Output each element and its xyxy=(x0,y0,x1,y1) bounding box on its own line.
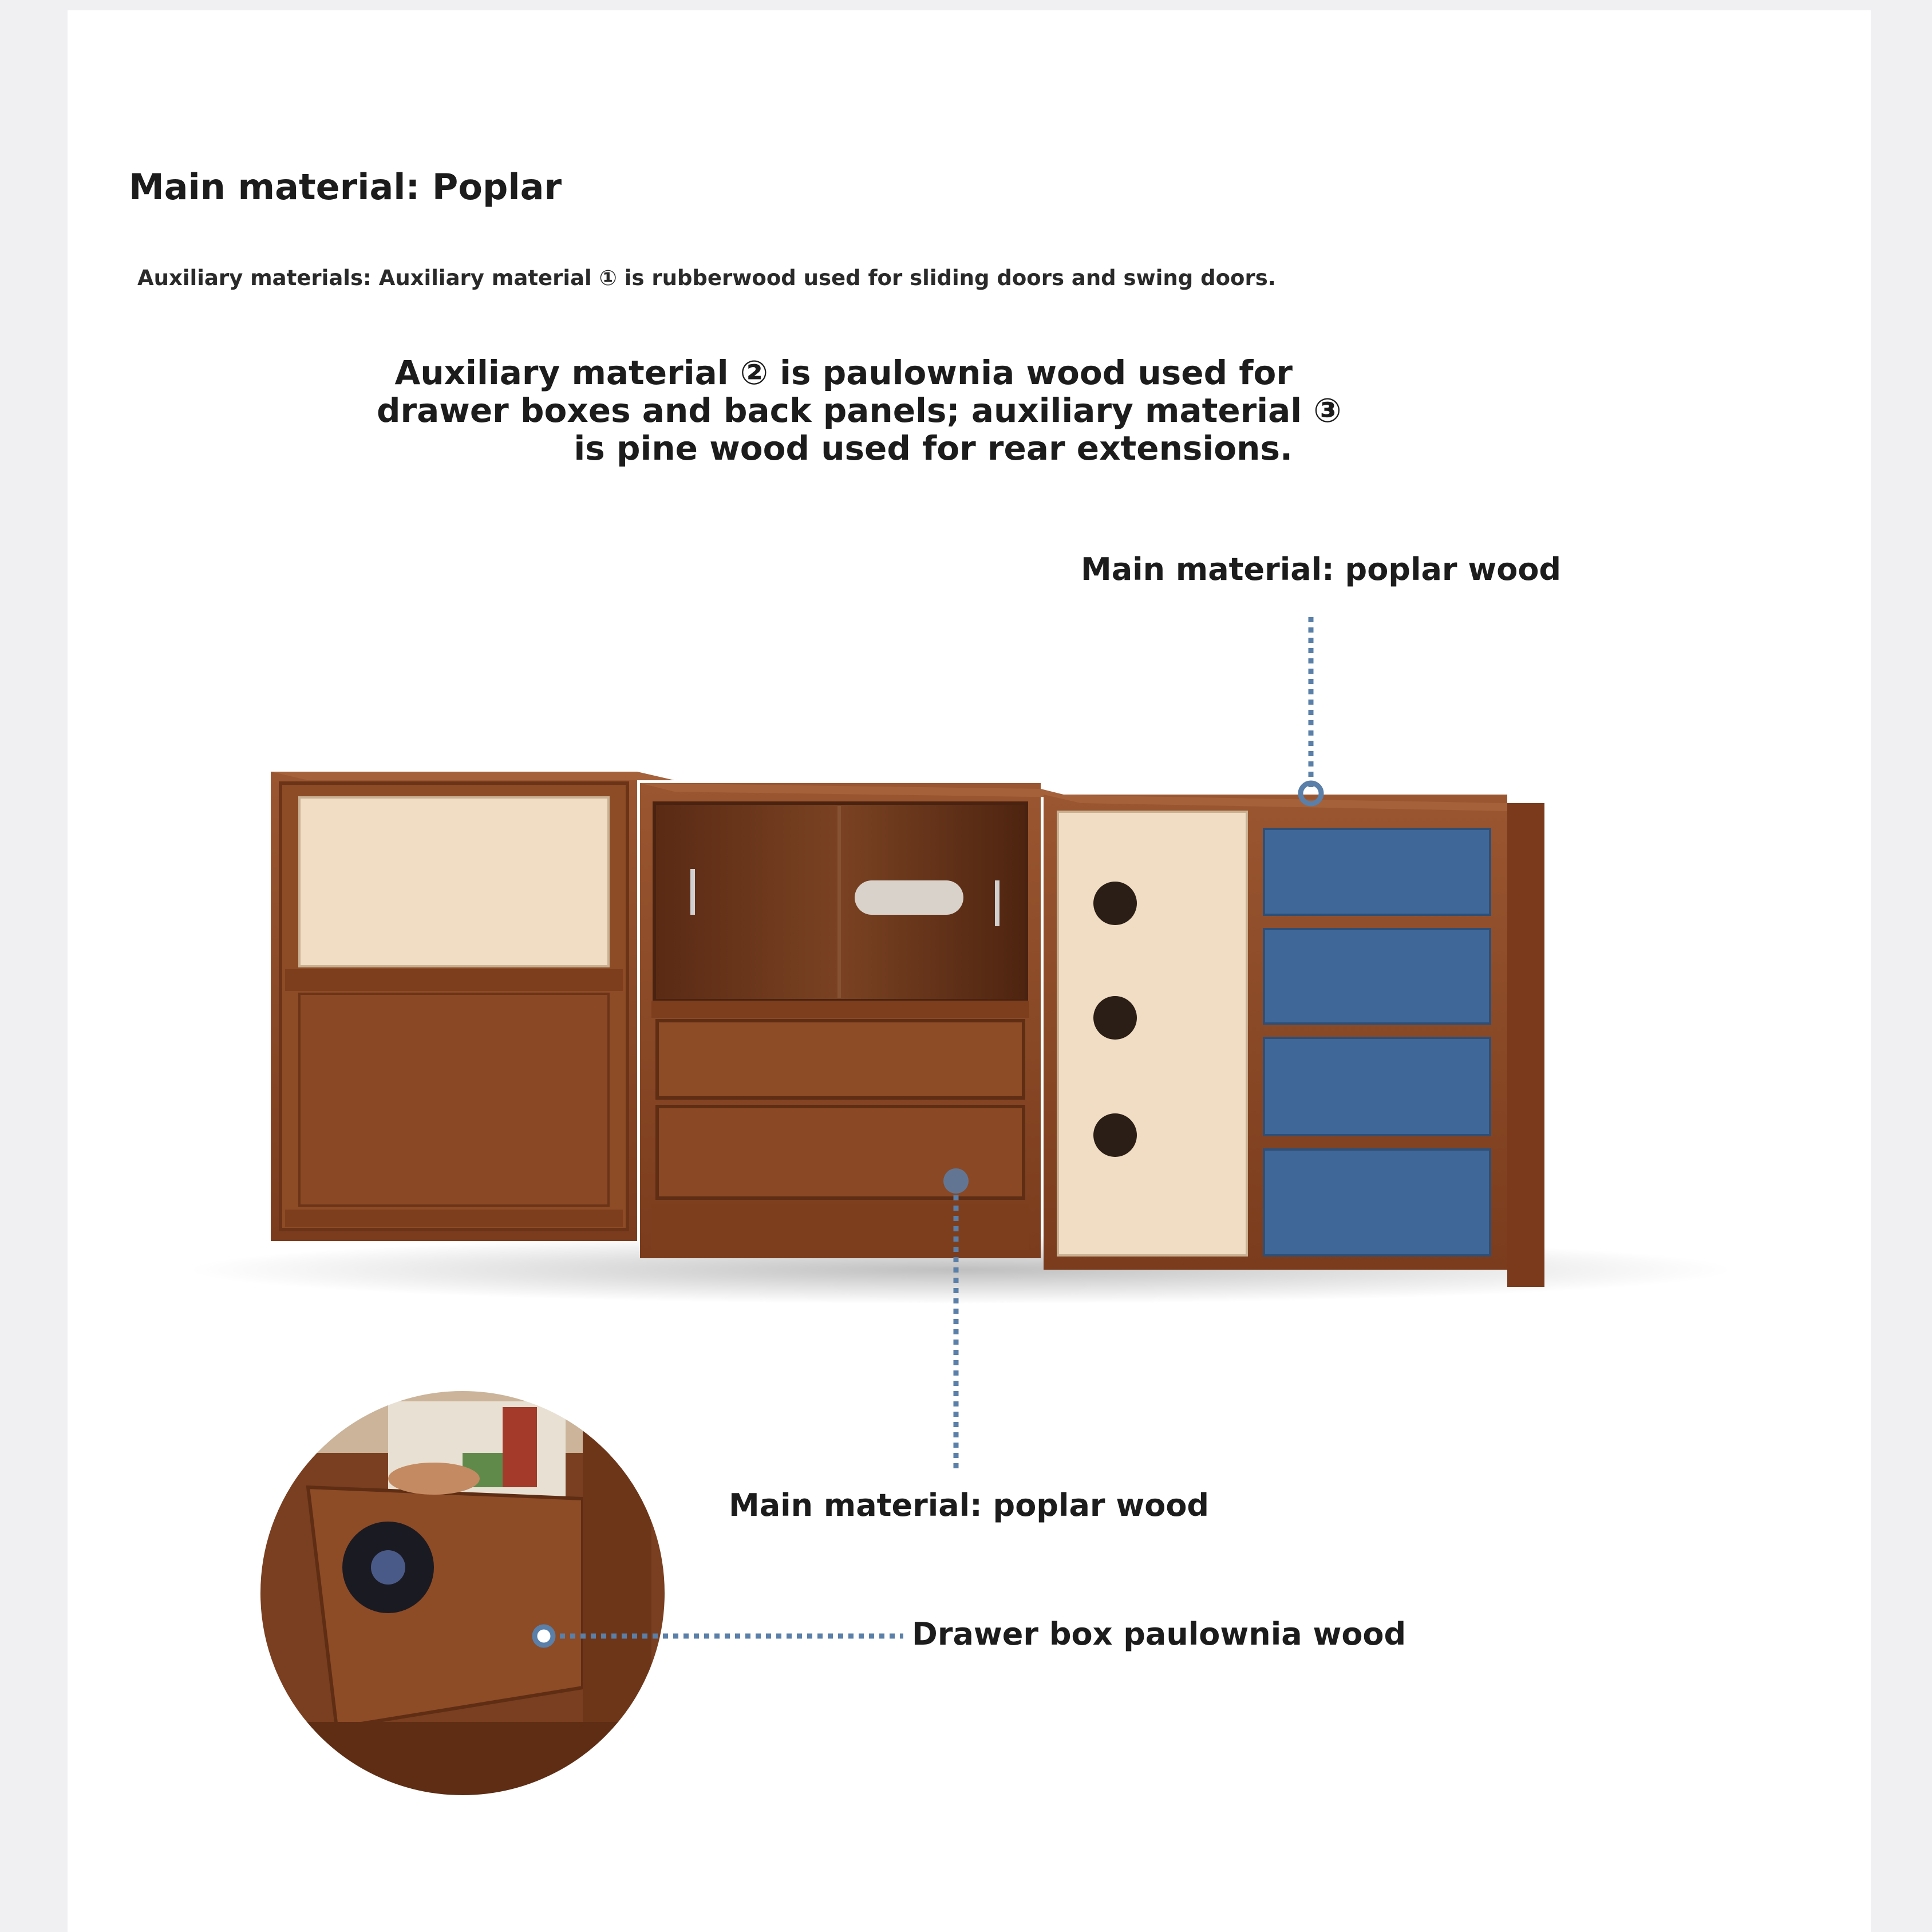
blue-drawer-1 xyxy=(1264,829,1490,915)
auxiliary-materials-text: Auxiliary materials: Auxiliary material ① is rubberwood used for sliding doors and swing doors. xyxy=(137,266,1276,290)
inset-drawer-open xyxy=(308,1487,583,1728)
product-detail-page xyxy=(68,10,1871,1932)
callout-label-middle: Main material: poplar wood xyxy=(729,1487,1210,1523)
inset-book-red xyxy=(503,1407,537,1487)
callout-label-top: Main material: poplar wood xyxy=(1081,551,1562,587)
blue-drawer-4 xyxy=(1264,1149,1490,1255)
left-cabinet xyxy=(271,772,674,1241)
middle-bottom-rail xyxy=(651,1204,1029,1250)
right-cabinet xyxy=(1044,795,1544,1287)
callout-dot-middle xyxy=(943,1168,969,1194)
callout-dot-drawer xyxy=(535,1627,553,1645)
callout-label-drawer: Drawer box paulownia wood xyxy=(912,1616,1406,1652)
main-material-heading: Main material: Poplar xyxy=(129,166,562,208)
left-sliding-door-cream xyxy=(299,797,609,966)
door-hole-3 xyxy=(1093,1113,1137,1157)
door-hole-1 xyxy=(1093,882,1137,925)
blue-drawer-2 xyxy=(1264,929,1490,1024)
inset-hand xyxy=(388,1463,480,1495)
right-cabinet-side xyxy=(1507,803,1544,1287)
storage-box xyxy=(855,880,963,915)
aux2-line-1: Auxiliary material ② is paulownia wood used for xyxy=(394,353,1293,392)
middle-drawer-bottom xyxy=(657,1107,1024,1198)
inset-floor xyxy=(256,1722,669,1802)
aux2-line-2: drawer boxes and back panels; auxiliary material ③ xyxy=(377,391,1342,430)
left-lower-panel xyxy=(299,994,609,1206)
left-cabinet-top xyxy=(271,772,674,780)
middle-drawer-top xyxy=(657,1021,1024,1098)
glass-door-handle-right xyxy=(995,880,999,926)
glass-door-divider xyxy=(837,806,841,998)
middle-cabinet xyxy=(640,783,1075,1258)
inset-vinyl-label xyxy=(371,1550,405,1585)
aux2-line-3: is pine wood used for rear extensions. xyxy=(574,429,1293,468)
door-hole-2 xyxy=(1093,996,1137,1040)
left-bottom-rail xyxy=(285,1210,623,1227)
left-shelf-edge xyxy=(285,969,623,991)
drawer-detail-inset xyxy=(256,1384,669,1802)
cream-swing-door xyxy=(1058,812,1247,1255)
glass-door-handle-left xyxy=(690,869,695,915)
blue-drawer-3 xyxy=(1264,1038,1490,1135)
middle-shelf-edge xyxy=(651,1001,1029,1018)
